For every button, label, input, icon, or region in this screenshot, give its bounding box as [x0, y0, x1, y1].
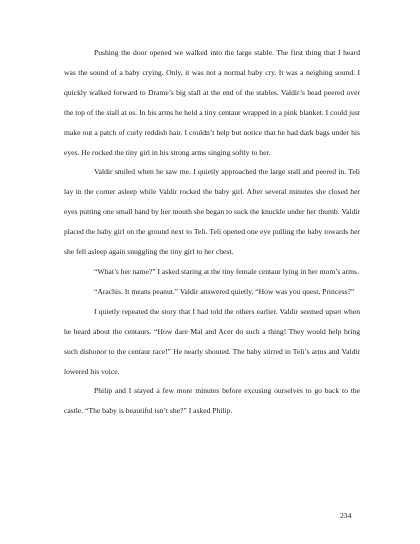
- body-text: [64, 43, 360, 421]
- paragraph: Pushing the door opened we walked into the large stable. The first thing that I heard was the sound of a baby crying. Only, it was not a normal baby cry. It was a neighing sound. I quickly walked forward to Drame’s big stall at the end of the stables. Valdir’s head peered over the top of the stall at us. In his arms he held a tiny centaur wrapped in a pink blanket. I could just make out a patch of curly reddish hair. I couldn’t help but notice that he had dark bags under his eyes. He rocked the tiny girl in his strong arms singing softly to her.: [64, 48, 360, 157]
- paragraph: Valdir smiled when he saw me. I quietly approached the large stall and peered in. Teli lay in the corner asleep while Valdir rocked the baby girl. After several minutes she closed her eyes putting one small hand by her mouth she began to suck the knuckle under her thumb. Valdir placed the baby girl on the ground next to Teli. Teli opened one eye pulling the baby towards her she fell asleep again snuggling the tiny girl to her chest.: [64, 167, 360, 257]
- paragraph: Philip and I stayed a few more minutes before excusing ourselves to go back to the castle. “The baby is beautiful isn’t she?” I asked Philip.: [64, 386, 360, 416]
- paragraph: “Arachis. It means peanut.” Valdir answered quietly. “How was you quest, Princess?”: [94, 286, 355, 296]
- paragraph: “What’s her name?” I asked staring at the tiny female centaur lying in her mom’s arms.: [94, 266, 359, 276]
- page-number: 234: [340, 511, 352, 520]
- paragraph: I quietly repeated the story that I had told the others earlier. Valdir seemed upset when he heard about the centaurs. “How dare Mal and Acer do such a thing! They would help bring such dishonor to the centaur race!” He nearly shouted. The baby stirred in Teli’s arms and Valdir lowered his voice.: [64, 306, 360, 376]
